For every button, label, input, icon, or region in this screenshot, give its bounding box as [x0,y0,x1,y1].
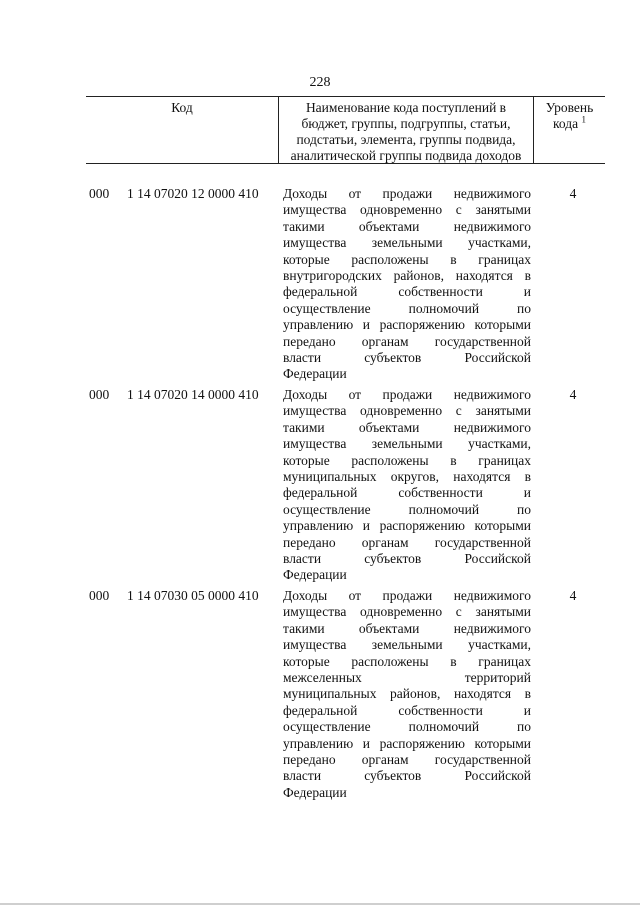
income-name-line: имущества земельными участками, [283,637,531,653]
income-name-line: федеральной собственности и [283,284,531,300]
header-name [278,97,534,163]
income-name-line: имущества одновременно с занятыми [283,202,531,218]
header-level-line1: Уровень [545,100,594,115]
income-code: 1 14 07020 14 0000 410 [127,387,259,402]
page-number: 228 [309,75,331,90]
header-level-line2 [534,116,605,132]
income-name-line: которые расположены в границах [283,653,531,669]
income-name-line: передано органам государственной [283,333,531,349]
income-name-line: осуществление полномочий по [283,300,531,316]
income-name-line: управлению и распоряжению которыми [283,735,531,751]
income-name-line: власти субъектов Российской [283,768,531,784]
income-name-line: имущества одновременно с занятыми [283,604,531,620]
income-name [283,186,531,383]
income-name-line: Доходы от продажи недвижимого [283,387,531,402]
income-name-line: такими объектами недвижимого [283,620,531,636]
income-name-line: Федерации [283,567,347,583]
income-name-line: такими объектами недвижимого [283,419,531,435]
income-name-line: федеральной собственности и [283,702,531,718]
income-name-line: которые расположены в границах [283,251,531,267]
header-name-line: аналитической группы подвида доходов [290,148,522,163]
income-name-line: имущества земельными участками, [283,235,531,251]
admin-code: 000 [89,387,110,402]
code-level: 4 [569,387,577,402]
income-name [283,387,531,584]
income-name-line: власти субъектов Российской [283,350,531,366]
header-level [533,97,605,163]
income-name-line: муниципальных районов, находятся в [283,686,531,702]
income-name-line: власти субъектов Российской [283,551,531,567]
header-name-line: бюджет, группы, подгруппы, статьи, [301,116,511,131]
header-code: Код [171,100,193,115]
income-name-line: внутригородских районов, находятся в [283,268,531,284]
income-name-line: Доходы от продажи недвижимого [283,186,531,201]
income-name-line: передано органам государственной [283,534,531,550]
income-name-line: такими объектами недвижимого [283,218,531,234]
income-name-line: Доходы от продажи недвижимого [283,588,531,603]
income-name-line: Федерации [283,366,347,382]
admin-code: 000 [89,588,110,603]
income-name-line: которые расположены в границах [283,452,531,468]
income-name-line: управлению и распоряжению которыми [283,317,531,333]
admin-code: 000 [89,186,110,201]
footnote-marker: 1 [581,114,586,125]
income-code: 1 14 07020 12 0000 410 [127,186,259,201]
code-level: 4 [569,186,577,201]
income-name-line: муниципальных округов, находятся в [283,469,531,485]
income-name [283,588,531,801]
income-name-line: осуществление полномочий по [283,719,531,735]
income-name-line: передано органам государственной [283,752,531,768]
header-level-word: кода [553,116,579,131]
income-name-line: Федерации [283,784,347,800]
header-name-line: подстатьи, элемента, группы подвида, [296,132,516,147]
income-name-line: управлению и распоряжению которыми [283,518,531,534]
table-header [86,96,605,164]
income-name-line: межселенных территорий [283,670,531,686]
income-code: 1 14 07030 05 0000 410 [127,588,259,603]
income-name-line: имущества одновременно с занятыми [283,403,531,419]
income-name-line: федеральной собственности и [283,485,531,501]
income-name-line: осуществление полномочий по [283,501,531,517]
income-name-line: имущества земельными участками, [283,436,531,452]
code-level: 4 [569,588,577,603]
header-name-line: Наименование кода поступлений в [305,100,507,115]
